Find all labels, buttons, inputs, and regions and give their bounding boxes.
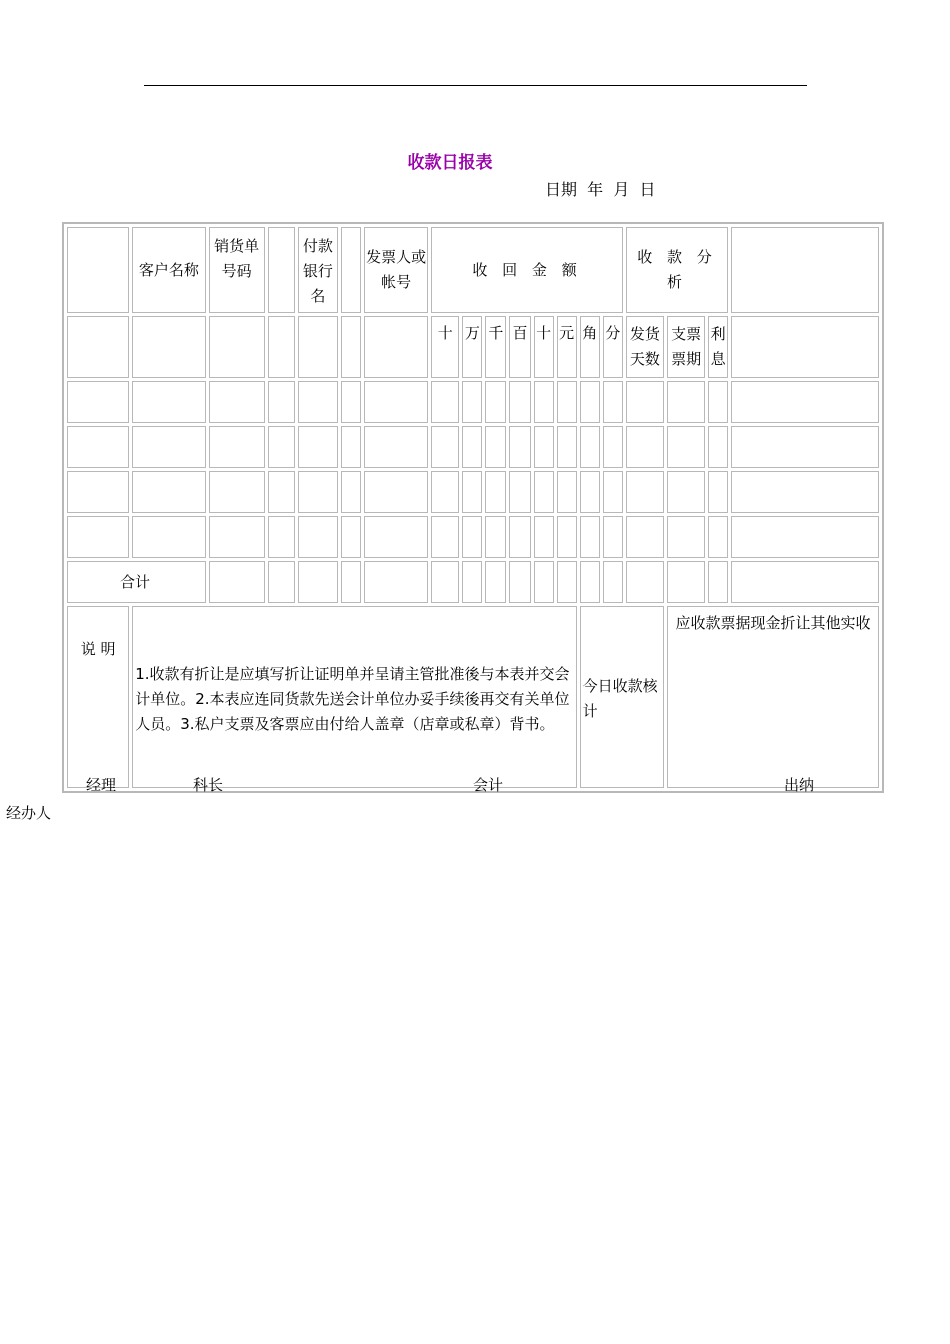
table-cell <box>132 426 205 468</box>
notes-label: 说 明 <box>67 606 129 788</box>
table-cell <box>364 381 428 423</box>
table-cell <box>485 426 506 468</box>
table-cell <box>731 561 879 603</box>
table-cell <box>209 316 265 378</box>
blank-cell <box>67 227 129 313</box>
table-cell <box>132 381 205 423</box>
table-cell <box>341 516 361 558</box>
table-cell <box>485 516 506 558</box>
table-cell <box>708 426 728 468</box>
table-cell <box>626 381 664 423</box>
digit-ten: 十 <box>534 316 554 378</box>
table-cell <box>667 381 705 423</box>
table-cell <box>580 471 600 513</box>
table-cell <box>462 426 482 468</box>
table-cell <box>557 381 577 423</box>
table-cell <box>626 471 664 513</box>
analysis-check-term: 支票票期 <box>667 316 705 378</box>
table-cell <box>731 516 879 558</box>
table-cell <box>298 381 338 423</box>
receivable-breakdown: 应收款票据现金折让其他实收 <box>667 606 879 788</box>
table-cell <box>209 471 265 513</box>
table-cell <box>731 381 879 423</box>
table-cell <box>603 426 623 468</box>
digit-yuan: 元 <box>557 316 577 378</box>
table-cell <box>209 561 265 603</box>
table-cell <box>364 316 428 378</box>
daily-receipts-table <box>62 222 884 793</box>
table-cell <box>431 561 459 603</box>
blank-cell <box>731 227 879 313</box>
table-cell <box>509 561 530 603</box>
table-cell <box>341 426 361 468</box>
table-cell <box>626 516 664 558</box>
header-paying-bank: 付款银行名 <box>298 227 338 313</box>
notes-text: 1.收款有折让是应填写折让证明单并呈请主管批准後与本表并交会计单位。2.本表应连同货款先送会计单位办妥手续後再交有关单位人员。3.私户支票及客票应由付给人盖章（店章或私章）背书。 <box>132 606 576 788</box>
blank-cell <box>341 227 361 313</box>
table-cell <box>731 426 879 468</box>
table-cell <box>485 471 506 513</box>
header-amount-received: 收 回 金 额 <box>431 227 623 313</box>
table-cell <box>462 471 482 513</box>
signature-cashier: 出纳 <box>784 776 815 794</box>
table-cell <box>132 471 205 513</box>
table-row <box>67 471 879 513</box>
table-cell <box>667 426 705 468</box>
table-cell <box>708 471 728 513</box>
table-cell <box>268 561 295 603</box>
table-cell <box>534 471 554 513</box>
signature-accountant: 会计 <box>473 776 504 794</box>
analysis-interest: 利息 <box>708 316 728 378</box>
table-cell <box>626 561 664 603</box>
table-cell <box>667 516 705 558</box>
table-cell <box>509 426 530 468</box>
table-cell <box>132 316 205 378</box>
table-cell <box>431 516 459 558</box>
table-cell <box>534 561 554 603</box>
table-cell <box>557 561 577 603</box>
table-cell <box>603 561 623 603</box>
table-cell <box>462 516 482 558</box>
signature-handler: 经办人 <box>6 804 52 822</box>
table-cell <box>298 316 338 378</box>
table-row <box>67 426 879 468</box>
table-cell <box>580 516 600 558</box>
digit-ten-thousand: 万 <box>462 316 482 378</box>
table-cell <box>509 516 530 558</box>
header-invoice-account: 发票人或帐号 <box>364 227 428 313</box>
table-cell <box>268 516 295 558</box>
total-label: 合计 <box>67 561 206 603</box>
table-cell <box>557 471 577 513</box>
table-cell <box>67 316 129 378</box>
table-cell <box>667 561 705 603</box>
table-cell <box>268 471 295 513</box>
date-line: 日期 年 月 日 <box>545 180 656 199</box>
table-cell <box>485 381 506 423</box>
table-cell <box>580 561 600 603</box>
table-cell <box>209 516 265 558</box>
table-cell <box>708 381 728 423</box>
table-cell <box>341 316 361 378</box>
digit-jiao: 角 <box>580 316 600 378</box>
signature-manager: 经理 <box>86 776 117 794</box>
digit-fen: 分 <box>603 316 623 378</box>
table-cell <box>557 516 577 558</box>
digit-ten-thousand-x10: 十 <box>431 316 459 378</box>
today-total-label: 今日收款核计 <box>580 606 664 788</box>
table-cell <box>534 516 554 558</box>
table-row <box>67 381 879 423</box>
table-cell <box>485 561 506 603</box>
table-cell <box>341 471 361 513</box>
table-cell <box>341 561 361 603</box>
table-row <box>67 516 879 558</box>
table-cell <box>462 381 482 423</box>
top-rule <box>144 85 807 86</box>
table-cell <box>431 426 459 468</box>
digit-hundred: 百 <box>509 316 530 378</box>
analysis-shipping-days: 发货天数 <box>626 316 664 378</box>
table-cell <box>708 561 728 603</box>
table-cell <box>341 381 361 423</box>
table-cell <box>209 426 265 468</box>
table-cell <box>534 426 554 468</box>
table-cell <box>132 516 205 558</box>
table-cell <box>603 381 623 423</box>
table-cell <box>364 426 428 468</box>
header-row-2 <box>67 316 879 378</box>
table-cell <box>509 471 530 513</box>
signature-section-chief: 科长 <box>193 776 224 794</box>
table-cell <box>268 426 295 468</box>
table-cell <box>298 561 338 603</box>
table-cell <box>534 381 554 423</box>
header-receipt-analysis: 收 款 分 析 <box>626 227 728 313</box>
table-cell <box>67 471 129 513</box>
table-cell <box>67 381 129 423</box>
table-cell <box>298 471 338 513</box>
header-row-1 <box>67 227 879 313</box>
total-row <box>67 561 879 603</box>
table-cell <box>731 471 879 513</box>
table-cell <box>364 516 428 558</box>
blank-cell <box>268 227 295 313</box>
table-cell <box>431 381 459 423</box>
table-cell <box>364 471 428 513</box>
table-cell <box>364 561 428 603</box>
notes-row <box>67 606 879 788</box>
table-cell <box>667 471 705 513</box>
table-cell <box>708 516 728 558</box>
table-cell <box>557 426 577 468</box>
table-cell <box>462 561 482 603</box>
table-cell <box>67 516 129 558</box>
table-cell <box>209 381 265 423</box>
table-cell <box>431 471 459 513</box>
header-sales-order-no: 销货单号码 <box>209 227 265 313</box>
table-cell <box>626 426 664 468</box>
table-cell <box>580 381 600 423</box>
digit-thousand: 千 <box>485 316 506 378</box>
table-cell <box>268 316 295 378</box>
header-customer-name: 客户名称 <box>132 227 205 313</box>
table-cell <box>298 516 338 558</box>
table-cell <box>268 381 295 423</box>
table-cell <box>580 426 600 468</box>
report-title: 收款日报表 <box>407 153 493 173</box>
table-cell <box>603 516 623 558</box>
table-cell <box>603 471 623 513</box>
table-cell <box>731 316 879 378</box>
table-cell <box>67 426 129 468</box>
table-cell <box>298 426 338 468</box>
table-cell <box>509 381 530 423</box>
